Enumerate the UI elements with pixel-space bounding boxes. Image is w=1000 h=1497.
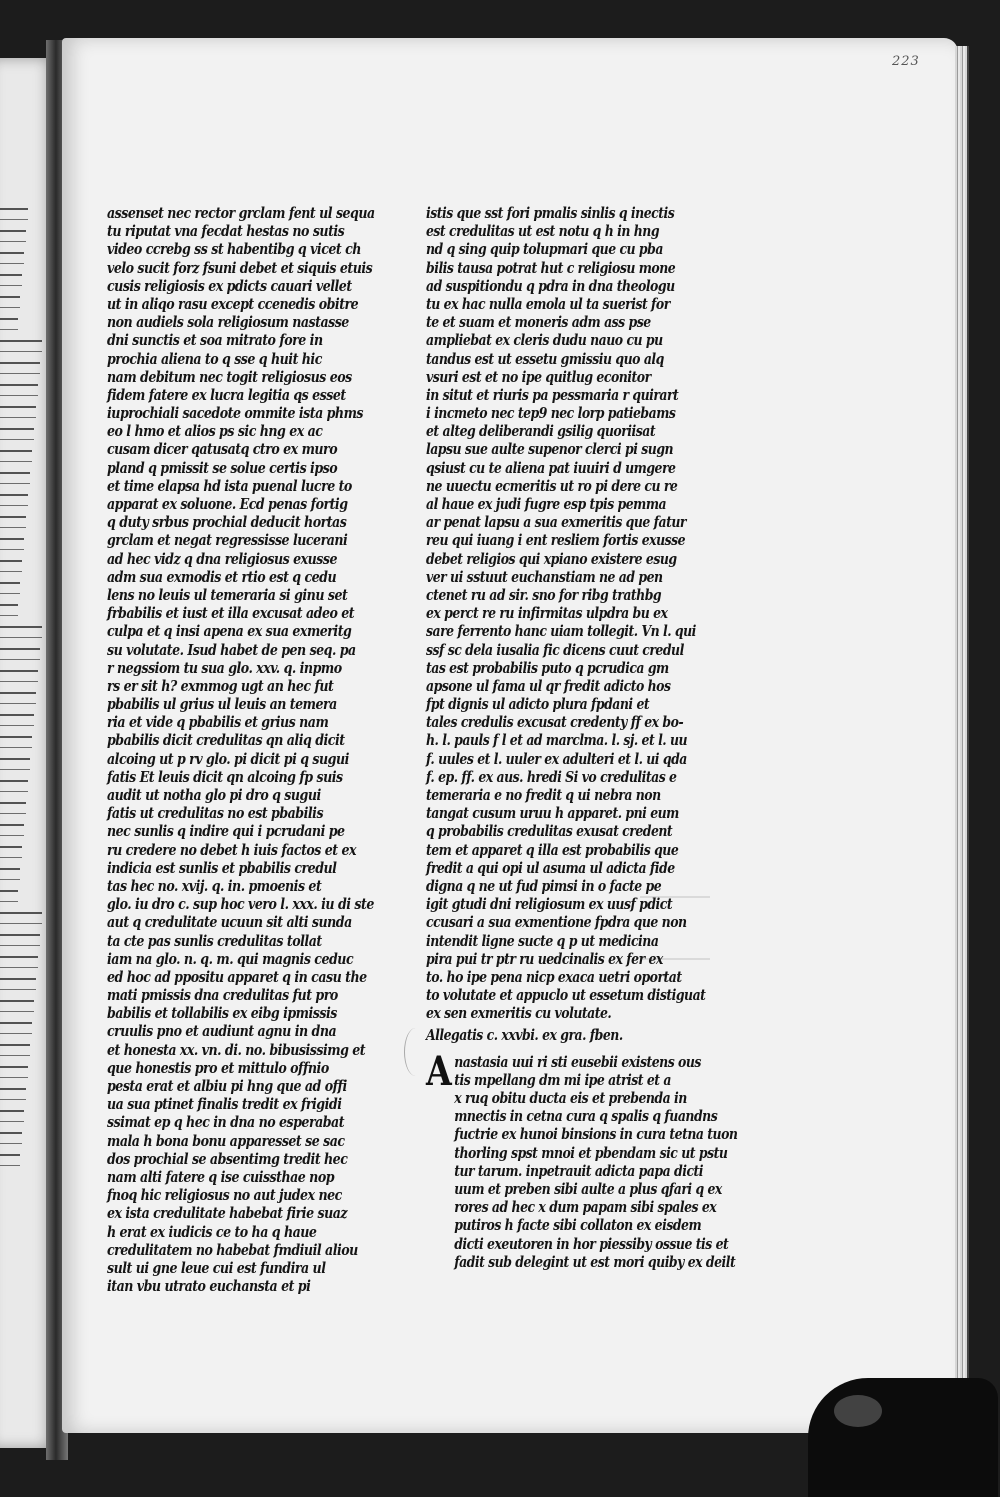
hand-knuckle [834, 1395, 882, 1427]
text-line: ccusari a sua exmentione fpdra que non [426, 913, 687, 932]
text-line: qsiust cu te aliena pat iuuiri d umgere [426, 458, 676, 477]
text-line: debet religios qui xpiano existere esug [426, 549, 677, 568]
text-line: ria et vide q pbabilis et grius nam [107, 713, 329, 732]
text-line: indicia est sunlis et pbabilis credul [107, 858, 337, 877]
text-line: x ruq obitu ducta eis et prebenda in [454, 1089, 687, 1107]
text-line: tales credulis excusat credenty ff ex bo- [426, 713, 684, 732]
text-line: fidem fatere ex lucra legitia qs esset [107, 385, 346, 404]
text-line: to. ho ipe pena nicp exaca uetri oportat [426, 967, 682, 986]
text-line: nam alti fatere q ise cuissthae nop [107, 1167, 335, 1186]
text-line: fredit a qui opi ul asuma ul adicta fide [426, 858, 675, 877]
left-page-text-fragment [0, 912, 42, 924]
initial-flourish [404, 1028, 427, 1076]
left-page-text-fragment [0, 1132, 22, 1144]
text-line: ta cte pas sunlis credulitas tollat [107, 931, 322, 950]
rubric-heading: Allegatis c. xxvbi. ex gra. fben. [426, 1026, 623, 1045]
left-page-text-fragment [0, 604, 18, 616]
text-line: sult ui gne leue cui est fundira ul [107, 1258, 326, 1277]
text-line: alcoing ut p rv glo. pi dicit pi q sugui [107, 749, 349, 768]
text-line: temeraria e no fredit q ui nebra non [426, 786, 661, 804]
left-page-text-fragment [0, 1044, 30, 1056]
text-line: ad hec vidz q dna religiosus exusse [107, 549, 338, 568]
left-page-text-fragment [0, 252, 24, 264]
text-line: cusam dicer qatusatq ctro ex muro [107, 440, 338, 459]
text-line: cruulis pno et audiunt agnu in dna [107, 1022, 337, 1041]
text-line: mala h bona bonu apparesset se sac [107, 1131, 345, 1150]
text-line: igit gtudi dni religiosum ex uusf pdict [426, 895, 673, 914]
text-line: tu riputat vna fecdat hestas no sutis [107, 222, 345, 241]
text-line: fuctrie ex hunoi binsions in cura tetna tuon [454, 1125, 738, 1144]
text-line: rores ad hec x dum papam sibi spales ex [454, 1198, 717, 1217]
text-line: babilis et tollabilis ex eibg ipmissis [107, 1004, 337, 1023]
text-line: ampliebat ex cleris dudu nauo cu pu [426, 331, 663, 350]
text-line: prochia aliena to q sse q huit hic [107, 349, 322, 368]
text-line: tur tarum. inpetrauit adicta papa dicti [454, 1161, 704, 1180]
left-page-text-fragment [0, 384, 38, 396]
text-line: culpa et q insi apena ex sua exmeritg [107, 622, 352, 641]
left-page-text-fragment [0, 670, 38, 682]
left-page-text-fragment [0, 428, 34, 440]
text-line: i incmeto nec tep9 nec lorp patiebams [426, 404, 676, 423]
text-line: tandus est ut essetu gmissiu quo alq [426, 349, 664, 368]
text-line: ex perct re ru infirmitas ulpdra bu ex [426, 604, 668, 623]
text-line: assenset nec rector grclam fent ul sequa [107, 204, 375, 222]
left-page-text-fragment [0, 692, 36, 704]
text-line: dicti exeutoren in hor piessiby ossue tis et [454, 1234, 729, 1253]
text-line: ru credere no debet h iuis factos et ex [107, 840, 357, 859]
paragraph-with-initial [426, 1047, 738, 1271]
left-page-text-fragment [0, 736, 32, 748]
text-line: pland q pmissit se solue certis ipso [107, 458, 338, 477]
text-line: bilis tausa potrat hut c religiosu mone [426, 258, 676, 277]
text-line: intendit ligne sucte q p ut medicina [426, 931, 659, 950]
text-line: in situt et riuris pa pessmaria r quirart [426, 385, 679, 404]
left-page-text-fragment [0, 274, 22, 286]
text-line: te et suam et moneris adm ass pse [426, 313, 651, 332]
text-line: tas hec no. xvij. q. in. pmoenis et [107, 876, 322, 895]
left-page-text-fragment [0, 780, 28, 792]
text-line: fadit sub delegint ut est mori quiby ex deilt [454, 1252, 736, 1271]
left-page-text-fragment [0, 318, 18, 330]
left-page-text-fragment [0, 494, 28, 506]
bleed-through-text [640, 896, 710, 960]
left-page-text-fragment [0, 890, 18, 902]
text-line: iam na glo. n. q. m. qui magnis ceduc [107, 949, 354, 968]
left-page-text-fragment [0, 450, 32, 462]
text-line: apsone ul fama ul qr fredit adicto hos [426, 676, 671, 695]
holding-hand [808, 1378, 998, 1497]
text-line: al haue ex judi fugre esp tpis pemma [426, 495, 667, 513]
left-page-text-fragment [0, 516, 26, 528]
left-page-text-fragment [0, 1022, 32, 1034]
text-line: et time elapsa hd ista puenal lucre to [107, 476, 352, 495]
text-line: frbabilis et iust et illa excusat adeo et [107, 604, 355, 623]
left-page-text-fragment [0, 406, 36, 418]
text-line: thorling spst mnoi et pbendam sic ut pstu [454, 1143, 728, 1162]
left-page-text-fragment [0, 956, 38, 968]
text-line: eo l hmo et alios ps sic hng ex ac [107, 422, 323, 441]
text-line: ut in aliqo rasu except ccenedis obitre [107, 294, 359, 313]
text-line: istis que sst fori pmalis sinlis q inectis [426, 204, 675, 222]
text-line: ed hoc ad ppositu apparet q in casu the [107, 967, 367, 986]
text-line: apparat ex soluone. Ecd penas fortig [107, 495, 348, 513]
text-line: ssf sc dela iusalia fic dicens cuut credul [426, 640, 684, 659]
text-line: ua sua ptinet finalis tredit ex frigidi [107, 1095, 342, 1114]
text-line: que honestis pro et mittulo offnio [107, 1058, 329, 1077]
text-line: ctenet ru ad sir. sno for ribg trathbg [426, 585, 662, 604]
text-line: lens no leuis ul temeraria si ginu set [107, 585, 348, 604]
text-line: nec sunlis q indire qui i pcrudani pe [107, 822, 345, 841]
left-page-text-fragment [0, 868, 20, 880]
text-line: f. ep. ff. ex aus. hredi Si vo credulitas e [426, 767, 677, 786]
text-line: pbabilis dicit credulitas qn aliq dicit [107, 731, 345, 750]
text-line: nam debitum nec togit religiosus eos [107, 367, 352, 386]
left-page-text-fragment [0, 1110, 24, 1122]
text-column-right [426, 204, 737, 1271]
text-line: tis mpellang dm mi ipe atrist et a [454, 1070, 671, 1089]
folio-number: 223 [892, 54, 920, 69]
text-line: mnectis in cetna cura q spalis q fuandns [454, 1107, 718, 1126]
text-line: mati pmissis dna credulitas fut pro [107, 986, 338, 1005]
left-page-text-fragment [0, 340, 42, 352]
text-line: nd q sing quip tolupmari que cu pba [426, 240, 663, 259]
left-page-text-fragment [0, 538, 24, 550]
left-page-text-fragment [0, 472, 30, 484]
left-page-text-fragment [0, 582, 20, 594]
text-line: digna q ne ut fud pimsi in o facte pe [426, 876, 662, 895]
left-page-text-fragment [0, 714, 34, 726]
text-line: itan vbu utrato euchansta et pi [107, 1277, 311, 1296]
text-line: ex ista credulitate habebat firie suaz [107, 1204, 348, 1223]
left-page-text-fragment [0, 230, 26, 242]
text-line: audit ut notha glo pi dro q sugui [107, 786, 321, 804]
text-line: uum et preben sibi aulte a plus qfari q ex [454, 1179, 722, 1198]
text-line: tangat cusum uruu h apparet. pni eum [426, 804, 679, 823]
page-stack-edge [955, 46, 969, 1431]
left-page-text-fragment [0, 208, 28, 220]
left-page-text-fragment [0, 648, 40, 660]
text-line: ne uuectu ecmeritis ut ro pi dere cu re [426, 476, 678, 495]
text-line: to volutate et appuclo ut essetum distiguat [426, 986, 706, 1005]
left-page-text-fragment [0, 824, 24, 836]
text-line: grclam et negat regressisse lucerani [107, 531, 348, 550]
text-line: est credulitas ut est notu q h in hng [426, 222, 660, 241]
left-page-text-fragment [0, 758, 30, 770]
text-line: reu qui iuang i ent resliem fortis exusse [426, 531, 686, 550]
text-line: et alteg deliberandi gsilig quoriisat [426, 422, 656, 441]
text-line: ssimat ep q hec in dna no esperabat [107, 1113, 345, 1132]
text-line: h erat ex iudicis ce to ha q haue [107, 1222, 317, 1241]
text-line: q duty srbus prochial deducit hortas [107, 513, 347, 532]
text-line: video ccrebg ss st habentibg q vicet ch [107, 240, 361, 259]
text-column-left [107, 204, 375, 1295]
left-page-text-fragment [0, 1088, 26, 1100]
text-line: et honesta xx. vn. di. no. bibusissimg et [107, 1040, 366, 1059]
left-page-text-fragment [0, 362, 40, 374]
text-line: vsuri est et no ipe quitlug econitor [426, 367, 651, 386]
text-line: su volutate. Isud habet de pen seq. pa [107, 640, 356, 659]
text-line: lapsu sue aulte supenor clerci pi sugn [426, 440, 674, 459]
text-line: h. l. pauls f l et ad marclma. l. sj. et l. uu [426, 731, 688, 750]
text-line: fnoq hic religiosus no aut judex nec [107, 1186, 342, 1205]
text-line: fatis ut credulitas no est pbabilis [107, 804, 324, 823]
text-line: pesta erat et albiu pi hng que ad offi [107, 1077, 347, 1095]
text-line: putiros h facte sibi collaton ex eisdem [454, 1216, 702, 1235]
text-line: pira pui tr ptr ru uedcinalis ex fer ex [426, 949, 663, 968]
text-line: credulitatem no habebat fmdiuil aliou [107, 1240, 358, 1259]
text-line: fatis Et leuis dicit qn alcoing fp suis [107, 767, 343, 786]
left-page-text-fragment [0, 560, 22, 572]
text-line: nastasia uui ri sti eusebii existens ous [454, 1052, 701, 1071]
left-page-text-fragment [0, 978, 36, 990]
text-line: pbabilis ul grius ul leuis an temera [107, 695, 337, 714]
text-line: tem et apparet q illa est probabilis que [426, 840, 679, 859]
text-line: glo. iu dro c. sup hoc vero l. xxx. iu di ste [107, 895, 374, 914]
text-line: tu ex hac nulla emola ul ta suerist for [426, 294, 670, 313]
text-line: tas est probabilis puto q pcrudica gm [426, 658, 669, 677]
text-line: iuprochiali sacedote ommite ista phms [107, 404, 364, 423]
text-line: velo sucit forz fsuni debet et siquis etuis [107, 258, 373, 277]
text-line: sare ferrento hanc uiam tollegit. Vn l. qui [426, 622, 696, 641]
text-line: ar penat lapsu a sua exmeritis que fatur [426, 513, 686, 532]
text-line: fpt dignis ul adicto plura fpdani et [426, 695, 650, 714]
text-line: adm sua exmodis et rtio est q cedu [107, 567, 337, 586]
text-line: q probabilis credulitas exusat credent [426, 822, 673, 841]
text-line: r negssiom tu sua glo. xxv. q. inpmo [107, 658, 342, 677]
text-line: ad suspitiondu q pdra in dna theologu [426, 276, 675, 295]
left-page-text-fragment [0, 846, 22, 858]
text-line: f. uules et l. uuler ex adulteri et l. ui qda [426, 749, 687, 768]
left-page-text-fragment [0, 1066, 28, 1078]
left-page-text-fragment [0, 1000, 34, 1012]
decorated-initial: A [426, 1047, 452, 1095]
left-page-text-fragment [0, 802, 26, 814]
text-line: non audiels sola religiosum nastasse [107, 313, 349, 332]
text-line: ex sen exmeritis cu volutate. [426, 1004, 612, 1023]
left-page-text-fragment [0, 1154, 20, 1166]
text-line: ver ui sstuut euchanstiam ne ad pen [426, 567, 663, 586]
left-page-text-fragment [0, 296, 20, 308]
text-line: rs er sit h? exmmog ugt an hec fut [107, 676, 334, 695]
text-line: dni sunctis et soa mitrato fore in [107, 331, 323, 350]
text-line: cusis religiosis ex pdicts cauari vellet [107, 276, 352, 295]
left-page-text-fragment [0, 934, 40, 946]
text-line: dos prochial se absentimg tredit hec [107, 1149, 348, 1168]
left-page-text-fragment [0, 626, 42, 638]
text-line: aut q credulitate ucuun sit alti sunda [107, 913, 352, 932]
